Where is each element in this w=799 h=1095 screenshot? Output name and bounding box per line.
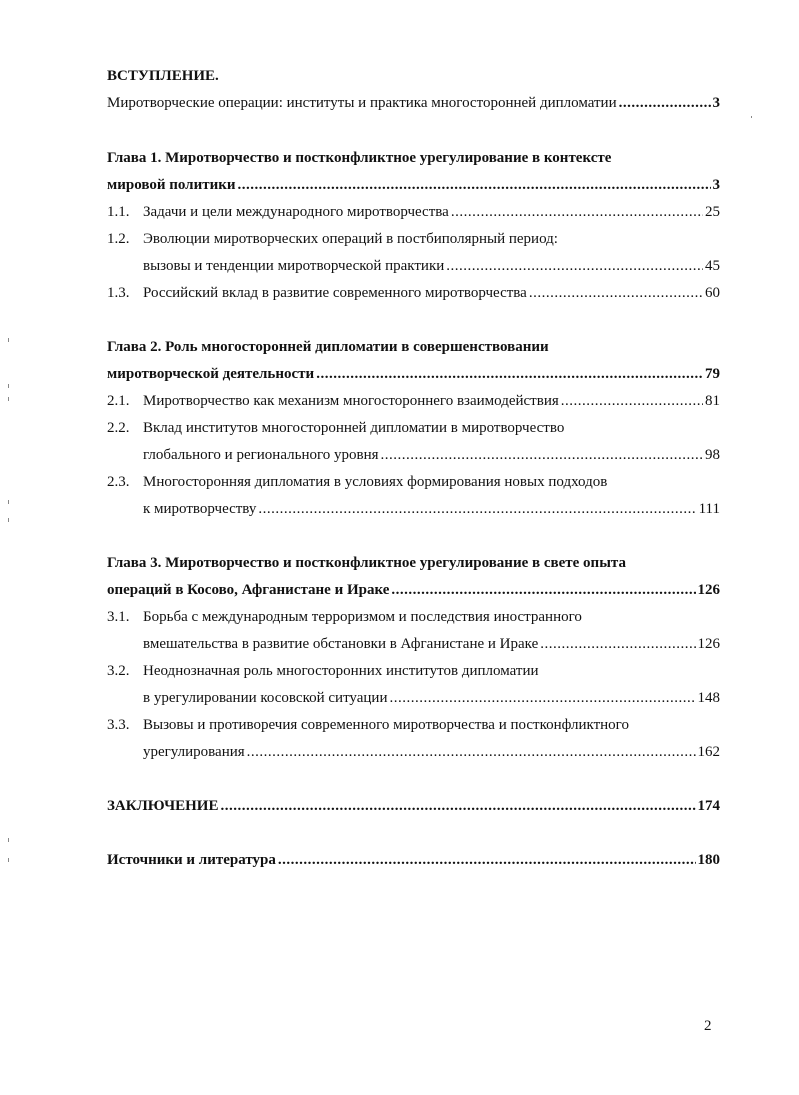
toc-entry-title-continued: урегулирования (143, 744, 245, 760)
toc-page-number: 126 (697, 582, 720, 598)
toc-leader-dots (451, 202, 703, 222)
chapter2-title-line1: Глава 2. Роль многосторонней дипломатии в совершенствовании (107, 339, 549, 355)
toc-entry-title: операций в Косово, Афганистане и Ираке (107, 582, 390, 598)
toc-entry-2-2-line2[interactable] (143, 445, 720, 465)
toc-entry-title: Эволюции миротворческих операций в постбиполярный период: (143, 231, 558, 247)
toc-leader-dots (278, 850, 696, 870)
toc-page-number: 98 (705, 447, 720, 463)
toc-entry-title: Борьба с международным терроризмом и последствия иностранного (143, 609, 582, 625)
toc-leader-dots (316, 364, 703, 384)
toc-entry-intro[interactable] (107, 93, 720, 113)
section-number: 1.1. (107, 204, 130, 220)
toc-entry-title-continued: вмешательства в развитие обстановки в Афганистане и Ираке (143, 636, 539, 652)
section-number: 3.3. (107, 717, 130, 733)
toc-entry-3-1-line1[interactable] (107, 607, 720, 627)
toc-entry-title: Миротворческие операции: институты и практика многосторонней дипломатии (107, 95, 617, 111)
toc-page-number: 148 (697, 690, 720, 706)
toc-entry-chapter1[interactable] (107, 175, 720, 195)
toc-page-number: 126 (697, 636, 720, 652)
toc-leader-dots (389, 688, 695, 708)
toc-page-number: 81 (705, 393, 720, 409)
scan-speck (8, 838, 9, 842)
toc-page-number: 111 (698, 501, 720, 517)
toc-entry-title-continued: к миротворчеству (143, 501, 257, 517)
toc-entry-1-1[interactable] (107, 202, 720, 222)
toc-entry-title: Задачи и цели международного миротворчества (143, 204, 449, 220)
toc-entry-3-3-line1[interactable] (107, 715, 720, 735)
toc-entry-3-3-line2[interactable] (143, 742, 720, 762)
toc-entry-title-continued: в урегулировании косовской ситуации (143, 690, 388, 706)
toc-entry-title: Многосторонняя дипломатия в условиях формирования новых подходов (143, 474, 608, 490)
toc-leader-dots (238, 175, 711, 195)
toc-leader-dots (561, 391, 703, 411)
scan-speck (751, 116, 752, 118)
scan-speck (8, 384, 9, 388)
toc-entry-title: Источники и литература (107, 852, 276, 868)
toc-entry-chapter3[interactable] (107, 580, 720, 600)
scan-speck (8, 858, 9, 862)
toc-entry-2-1[interactable] (107, 391, 720, 411)
toc-entry-title: мировой политики (107, 177, 236, 193)
toc-entry-title: миротворческой деятельности (107, 366, 315, 382)
chapter3-title-line1: Глава 3. Миротворчество и постконфликтное урегулирование в свете опыта (107, 555, 626, 571)
toc-entry-title: Российский вклад в развитие современного миротворчества (143, 285, 527, 301)
intro-heading: ВСТУПЛЕНИЕ. (107, 68, 219, 84)
toc-entry-conclusion[interactable] (107, 796, 720, 816)
toc-entry-2-3-line1[interactable] (107, 472, 720, 492)
toc-entry-3-1-line2[interactable] (143, 634, 720, 654)
section-number: 2.3. (107, 474, 130, 490)
scan-speck (8, 397, 9, 401)
section-number: 1.2. (107, 231, 130, 247)
toc-page-number: 162 (697, 744, 720, 760)
toc-page-number: 3 (712, 95, 720, 111)
toc-page-number: 3 (712, 177, 720, 193)
toc-entry-1-3[interactable] (107, 283, 720, 303)
toc-entry-title: Вызовы и противоречия современного миротворчества и постконфликтного (143, 717, 629, 733)
toc-leader-dots (446, 256, 703, 276)
toc-entry-2-3-line2[interactable] (143, 499, 720, 519)
toc-leader-dots (529, 283, 703, 303)
toc-leader-dots (220, 796, 695, 816)
toc-page-number: 174 (697, 798, 720, 814)
section-number: 1.3. (107, 285, 130, 301)
toc-page-number: 25 (705, 204, 720, 220)
toc-entry-title-continued: вызовы и тенденции миротворческой практики (143, 258, 445, 274)
toc-page-number: 79 (705, 366, 720, 382)
toc-entry-3-2-line1[interactable] (107, 661, 720, 681)
toc-page-number: 45 (705, 258, 720, 274)
page-number: 2 (704, 1018, 712, 1034)
scan-speck (8, 338, 9, 342)
section-number: 2.2. (107, 420, 130, 436)
toc-entry-title: Вклад институтов многосторонней дипломатии в миротворчество (143, 420, 565, 436)
toc-entry-title: Неоднозначная роль многосторонних институтов дипломатии (143, 663, 539, 679)
toc-page-number: 60 (705, 285, 720, 301)
chapter1-title-line1: Глава 1. Миротворчество и постконфликтное урегулирование в контексте (107, 150, 612, 166)
toc-entry-chapter2[interactable] (107, 364, 720, 384)
scan-speck (8, 500, 9, 504)
toc-leader-dots (540, 634, 695, 654)
section-number: 2.1. (107, 393, 130, 409)
toc-entry-2-2-line1[interactable] (107, 418, 720, 438)
toc-leader-dots (619, 93, 711, 113)
toc-entry-1-2-line1[interactable] (107, 229, 720, 249)
toc-entry-1-2-line2[interactable] (143, 256, 720, 276)
section-number: 3.2. (107, 663, 130, 679)
scan-speck (8, 518, 9, 522)
toc-entry-title: ЗАКЛЮЧЕНИЕ (107, 798, 219, 814)
toc-page-number: 180 (697, 852, 720, 868)
toc-leader-dots (381, 445, 703, 465)
toc-leader-dots (391, 580, 695, 600)
toc-leader-dots (258, 499, 696, 519)
toc-leader-dots (247, 742, 696, 762)
toc-entry-title-continued: глобального и регионального уровня (143, 447, 379, 463)
toc-entry-sources[interactable] (107, 850, 720, 870)
toc-entry-title: Миротворчество как механизм многостороннего взаимодействия (143, 393, 559, 409)
toc-entry-3-2-line2[interactable] (143, 688, 720, 708)
section-number: 3.1. (107, 609, 130, 625)
